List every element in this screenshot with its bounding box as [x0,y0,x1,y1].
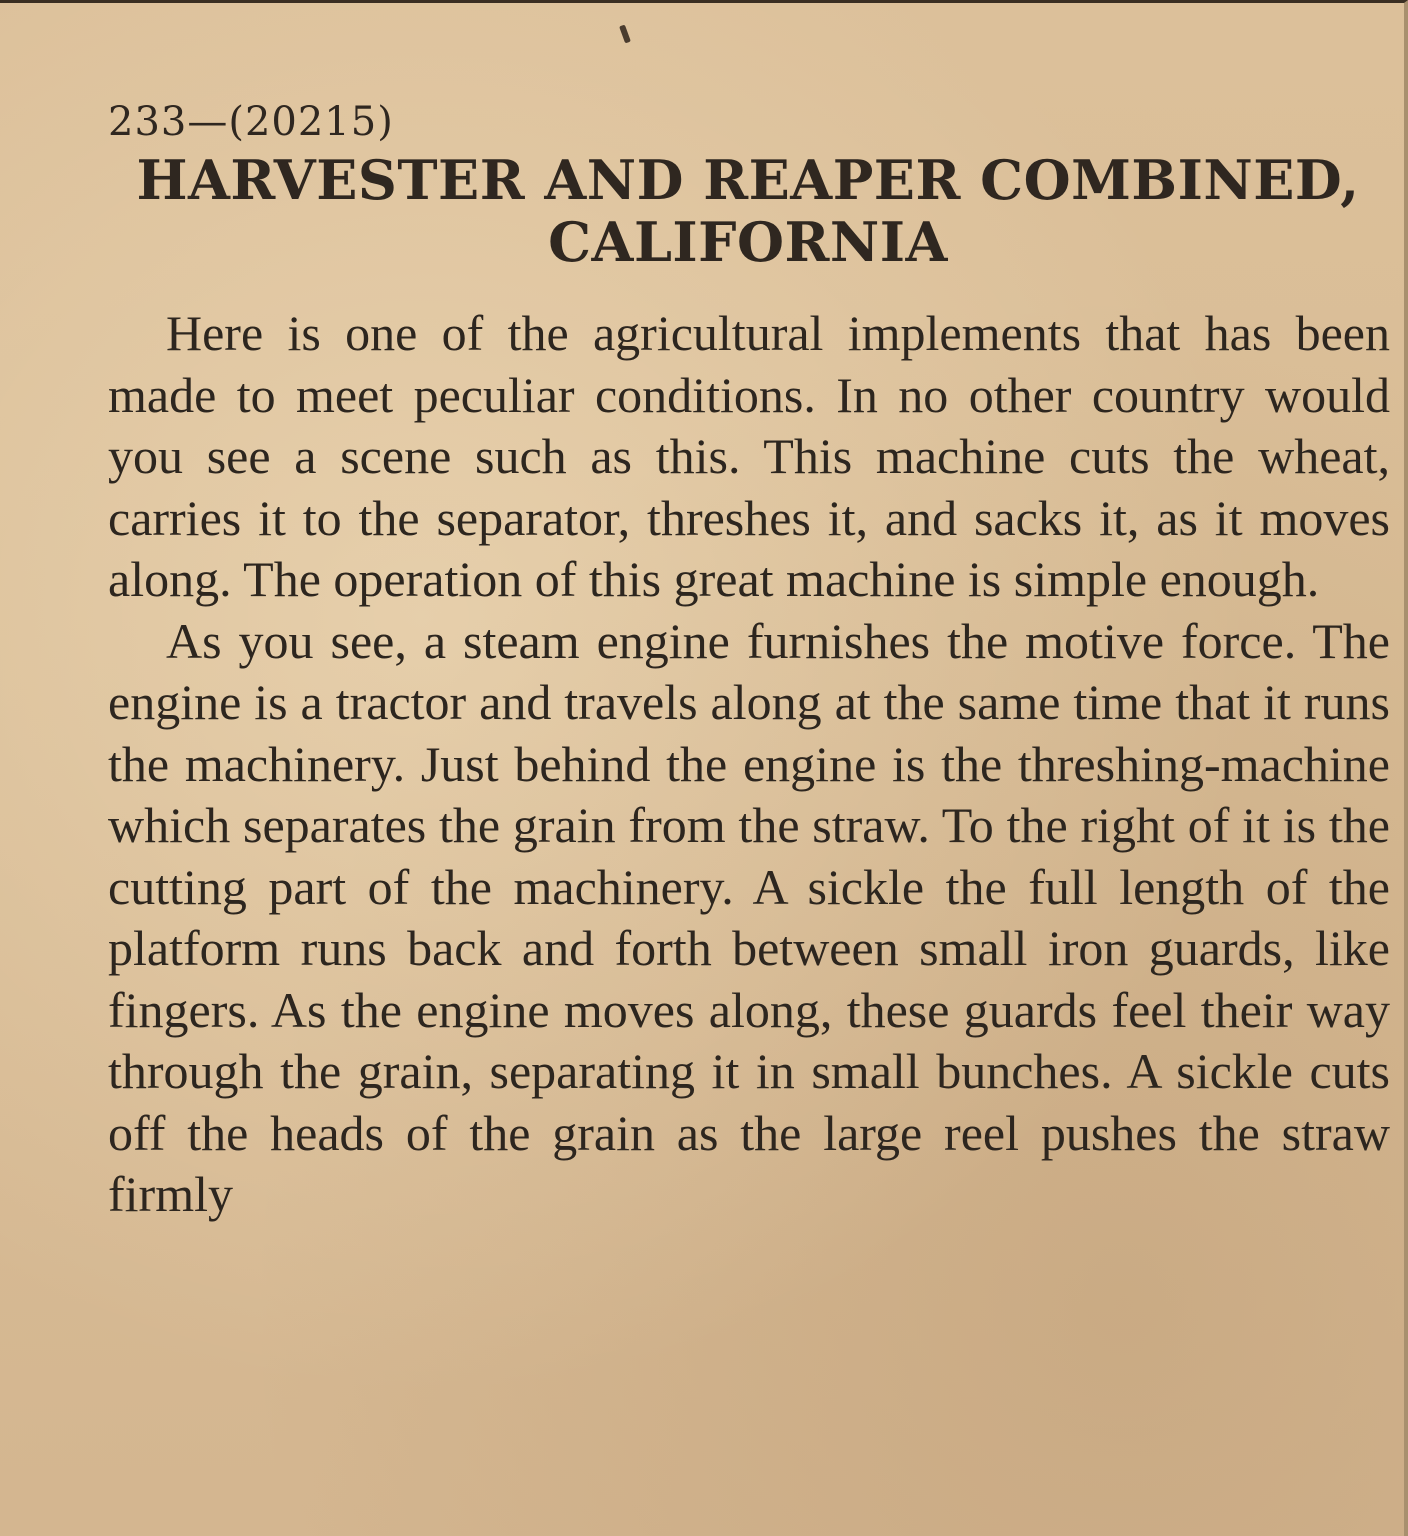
card-reference-number: 233—(20215) [108,99,394,145]
title-line-2: CALIFORNIA [548,210,948,274]
card-title [108,149,1388,273]
title-line-1: HARVESTER AND REAPER COMBINED, [136,148,1360,212]
paragraph-2: As you see, a steam engine furnishes the motive force. The engine is a tractor and travels along at the same time that it runs the machinery. Just behind the engine is the threshing-machine which separates the grain from the straw. To the right of it is the cutting part of the machinery. A sickle the full length of the platform runs back and forth between small iron guards, like fingers. As the engine moves along, these guards feel their way through the grain, separating it in small bunches. A sickle cuts off the heads of the grain as the large reel pushes the straw firmly [108,612,1390,1222]
ink-mark [619,25,631,44]
card-body-text [108,303,1390,1226]
paragraph-1: Here is one of the agricultural implements that has been made to meet peculiar conditions. In no other country would you see a scene such as this. This machine cuts the wheat, carries it to the separator, threshes it, and sacks it, as it moves along. The operation of this great machine is simple enough. [108,305,1390,607]
